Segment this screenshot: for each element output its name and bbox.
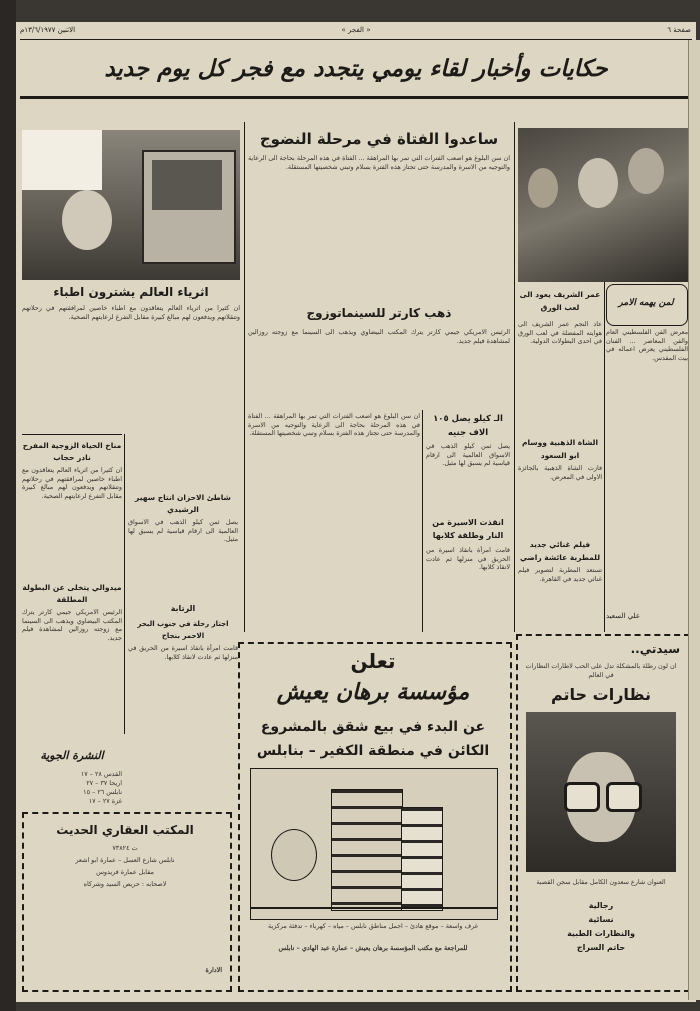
col-sep-4 [124,434,125,734]
left-item-0: مناخ الحياة الزوجية المفرح نادر حجاب [22,441,122,462]
left-item-2: ميدوالي يتخلى عن البطولة المطلقة [22,583,122,604]
body-girl-maturity: ان سن البلوغ هو اصعب الفترات التي تمر بها المراهقة ... الفتاة في هذه المرحلة بحاجة الى الرعاية والتوجيه من الاسرة والمدرسة حتى تجتاز هذه الفترة بسلام وتبني شخصيتها المستقلة. [248,154,510,171]
left-item-1-body: يصل ثمن كيلو الذهب في الاسواق العالمية الى ارقام قياسية لم يسبق لها مثيل. [128,518,238,544]
headline-film-new: فيلم غنائي جديد للمطربة عائشة راضي [519,540,601,562]
page-right-edge [688,40,700,1000]
headline-hostage: انقذت الاسيرة من النار وطلقة كلابها [432,518,504,540]
headline-carter: ذهب كارتر للسينماتوزوج [306,306,452,320]
weather-line-0: القدس ٢٨ – ١٧ [80,770,122,778]
body-rich-doctors: ان كثيرا من اثرياء العالم يتعاقدون مع اطباء خاصين لمرافقتهم في رحلاتهم وتنقلاتهم ويدفعون لهم مبالغ كبيرة مقابل التفرغ لرعايتهم الصحية. [22,304,240,321]
right-column-signature: علي السعيد [606,612,641,620]
announcement-intro: تعلن [350,649,396,673]
optician-line-3: حاتم السراج [576,943,626,952]
banner-title: حكايات وأخبار لقاء يومي يتجدد مع فجر كل يوم جديد [104,56,608,82]
real-estate-line-1: مقابل عمارة فريدوس [96,868,154,876]
body-omar-sharif: عاد النجم عمر الشريف الى هوايته المفضلة في لعب الورق في احدى البطولات الدولية. [518,320,602,346]
newspaper-name: « الفجر » [341,26,371,34]
left-item-4: اجتاز رحلة في جنوب البحر الاحمر بنجاح [137,620,229,640]
real-estate-line-2: لاصحابه : حريص السيد وشركاه [83,880,167,888]
left-col-rule [22,434,122,435]
announcement-line-2: الكائن في منطقة الكفير – بنابلس [256,743,490,759]
real-estate-phone: ت ٧٣٨٢٤ [112,844,138,852]
left-item-2-body: الرئيس الامريكي جيمي كارتر يترك المكتب البيضاوي ويذهب الى السينما مع زوجته روزالين لمشاهدة فيلم جديد. [22,608,122,642]
announcement-footer: غرف واسعة – موقع هادئ – اجمل مناطق نابلس – مياه – كهرباء – تدفئة مركزية [268,922,478,930]
optician-line-1: نسائية [588,915,614,924]
optician-line-2: والنظارات الطبية [567,929,635,938]
real-estate-line-0: نابلس شارع العسل – عمارة ابو اشعر [75,856,175,864]
photo-xray [22,130,240,280]
headline-omar-sharif: عمر الشريف يعود الى لعب الورق [519,290,601,312]
weather-line-2: نابلس ٢٦ – ١٥ [83,788,122,796]
weather-title: النشرة الجوية [40,749,104,762]
announcement-line-1: عن البدء في بيع شقق بالمشروع [260,719,486,735]
col-sep-3 [604,282,605,632]
col-sep-5 [422,410,423,632]
body-columns-middle: ان سن البلوغ هو اصعب الفترات التي تمر بها المراهقة ... الفتاة في هذه المرحلة بحاجة الى الرعاية والتوجيه من الاسرة والمدرسة حتى تجتاز هذه الفترة بسلام وتبني شخصيتها المستقلة. [248,412,420,438]
col-sep-1 [244,122,245,632]
optician-line-0: رجالية [588,901,614,910]
header-rule [20,39,692,40]
body-kilo: يصل ثمن كيلو الذهب في الاسواق العالمية الى ارقام قياسية لم يسبق لها مثيل. [426,442,510,468]
issue-date: الاثنين ١٣/٦/١٩٧٧م [20,26,76,34]
body-carter: الرئيس الامريكي جيمي كارتر يترك المكتب البيضاوي ويذهب الى السينما مع زوجته روزالين لمشاهدة فيلم جديد. [248,328,510,345]
left-item-4-body: قامت امرأة بانقاذ اسيرة من الحريق في منزلها ثم عادت لانقاذ كلابها. [128,644,238,661]
left-item-0-body: ان كثيرا من اثرياء العالم يتعاقدون مع اطباء خاصين لمرافقتهم في رحلاتهم وتنقلاتهم ويدفعون لهم مبالغ كبيرة مقابل التفرغ لرعايتهم الصحية. [22,466,122,500]
body-golden-sheep: فازت الشاة الذهبية بالجائزة الاولى في المعرض. [518,464,602,481]
real-estate-signature: الادارة [205,966,222,974]
weather-line-1: اريحا ٣٧ – ٢٧ [86,779,122,787]
newspaper-sheet [16,22,696,1002]
optician-brand: نظارات حاتم [550,685,652,704]
announcement-company: مؤسسة برهان يعيش [276,680,470,705]
headline-girl-maturity: ساعدوا الفتاة في مرحلة النضوج [259,130,499,148]
headline-last-rain: لمن يهمه الامر [618,298,674,308]
building-illustration [250,768,498,920]
optician-photo [526,712,676,872]
headline-kilo: الـ كيلو يصل ١٠٥ الاف جنيه [433,414,503,438]
real-estate-title: المكتب العقاري الحديث [56,823,194,837]
body-hostage: قامت امرأة بانقاذ اسيرة من الحريق في منزلها ثم عادت لانقاذ كلابها. [426,546,510,572]
headline-golden-sheep: الشاة الذهبية ووسام ابو السعود [521,438,599,460]
body-last-rain: معرض الفن الفلسطيني العام والفن المعاصر ... الفنان الفلسطيني يعرض اعماله في بيت المقدس. [606,328,688,362]
optician-tagline: ان لون رطلة بالمشكلة تدل على الحب لاطارات النظارات في العالم [525,662,677,679]
body-film-new: تستعد المطربة لتصوير فيلم غنائي جديد في القاهرة. [518,566,602,583]
photo-omar-sharif [518,128,688,282]
optician-note: العنوان شارع سعدون الكامل مقابل سجن القصبة [536,878,666,886]
page-left-edge [0,0,16,1011]
weather-line-3: غزة ٢٧ – ١٧ [88,797,122,805]
col-sep-2 [514,122,515,632]
optician-greeting: سيدتي.. [630,642,680,656]
headline-rich-doctors: اثرياء العالم يشترون اطباء [53,285,209,299]
banner-rule [20,96,692,99]
left-item-1: شاطئ الاحزان انتاج سهير الرشيدي [135,493,231,514]
page-number: صفحة ٦ [667,26,691,34]
left-item-3: الرتابة [170,604,196,613]
announcement-contact: للمراجعة مع مكتب المؤسسة برهان يعيش – عمارة عبد الهادي – نابلس [278,944,468,952]
